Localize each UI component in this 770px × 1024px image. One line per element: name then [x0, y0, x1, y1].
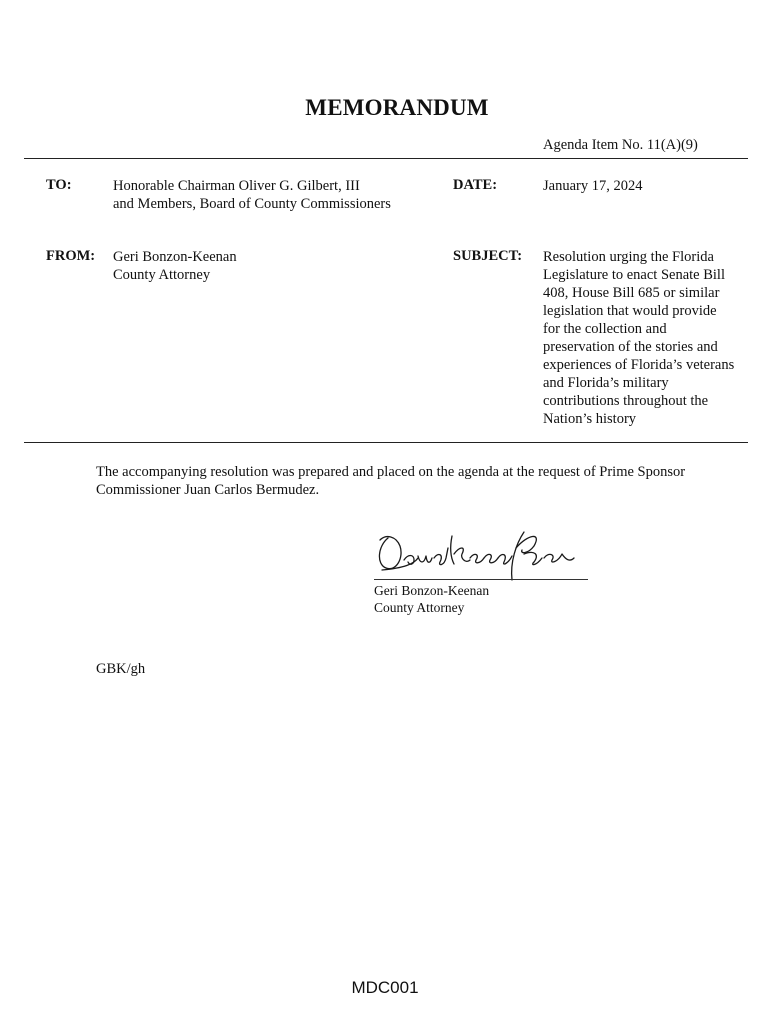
reference-initials: GBK/gh [96, 661, 146, 677]
signer-title: County Attorney [374, 600, 465, 615]
memo-body [96, 463, 685, 499]
signer-name: Geri Bonzon-Keenan [374, 583, 490, 598]
subject-line: Resolution urging the Florida [543, 249, 714, 265]
subject-line: contributions throughout the [543, 393, 709, 409]
to-line: and Members, Board of County Commissioners [113, 196, 391, 212]
header-bottom-rule [24, 442, 748, 443]
to-line: Honorable Chairman Oliver G. Gilbert, III [113, 178, 360, 194]
from-label: FROM: [46, 248, 96, 264]
memo-subject [543, 248, 734, 428]
to-recipients [113, 177, 391, 213]
subject-line: 408, House Bill 685 or similar [543, 285, 720, 301]
signature-line [374, 579, 588, 580]
header-top-rule [24, 158, 748, 159]
subject-line: Nation’s history [543, 411, 637, 427]
body-line: Commissioner Juan Carlos Bermudez. [96, 482, 320, 498]
memo-date: January 17, 2024 [543, 178, 643, 194]
date-label: DATE: [453, 177, 498, 193]
from-line: County Attorney [113, 267, 211, 283]
to-label: TO: [46, 177, 72, 193]
subject-label: SUBJECT: [453, 248, 523, 264]
subject-line: legislation that would provide [543, 303, 717, 319]
subject-line: experiences of Florida’s veterans [543, 357, 735, 373]
signature-block [374, 582, 489, 616]
subject-line: for the collection and [543, 321, 667, 337]
page-footer-code: MDC001 [351, 978, 419, 997]
handwritten-signature [374, 524, 584, 584]
body-line: The accompanying resolution was prepared and placed on the agenda at the request of Prime Sponsor [96, 464, 686, 480]
agenda-item-number: Agenda Item No. 11(A)(9) [543, 137, 698, 153]
from-line: Geri Bonzon-Keenan [113, 249, 237, 265]
from-sender [113, 248, 237, 284]
subject-line: Legislature to enact Senate Bill [543, 267, 725, 283]
subject-line: preservation of the stories and [543, 339, 718, 355]
memo-title: MEMORANDUM [305, 95, 489, 120]
subject-line: and Florida’s military [543, 375, 669, 391]
